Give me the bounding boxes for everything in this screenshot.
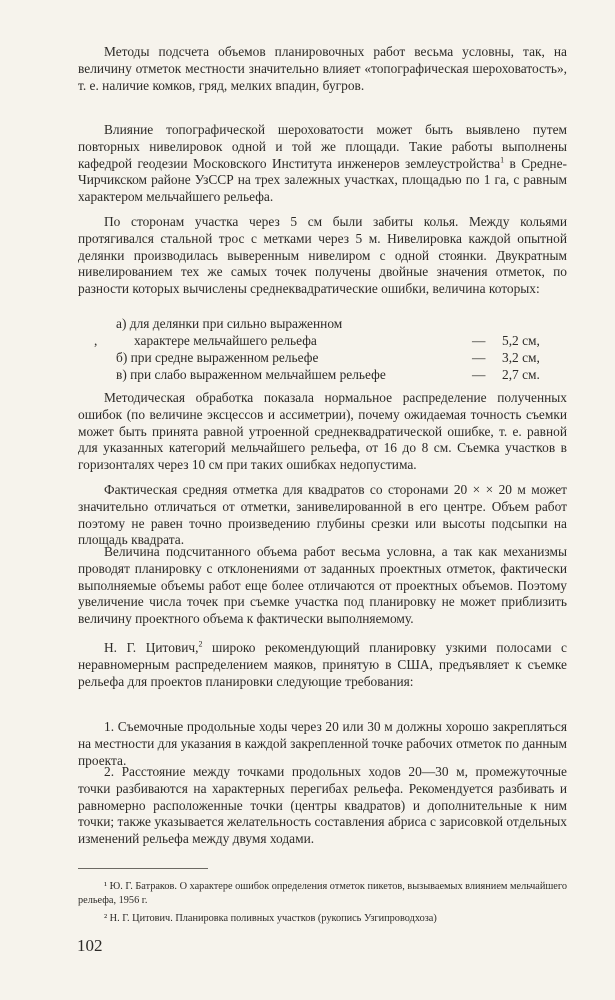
footnote-1 [78,880,567,907]
footnote-text: ² Н. Г. Цитович. Планировка поливных участков (рукопись Узгипроводхоза) [104,913,437,924]
paragraph-tsitovich [78,640,567,690]
list-item-dash: — [472,367,486,382]
list-item-text: а) для делянки при сильно выраженном [116,316,343,331]
footnote-2 [78,912,567,926]
paragraph-text: Влияние топографической шероховатости может быть выявлено путем повторных нивелировок одной и той же площади. Такие работы выполнены кафедрой геодезии Московского Института инженеров землеустройства [78,122,567,171]
paragraph-stakes: По сторонам участка через 5 см были забиты колья. Между кольями протягивался стальной трос с метками через 5 м. Нивелировка каждой опытной делянки производилась выверенным нивелиром с одной стоянки. Двукратным нивелированием тех же самых точек получены двойные значения отметок, по разности которых вычислены среднеквадратические ошибки, величина которых: [78,214,567,297]
paragraph-requirement-1: 1. Съемочные продольные ходы через 20 или 30 м должны хорошо закрепляться на местности для указания в каждой закрепленной точке рабочих отметок по данным проекта. [78,719,567,768]
list-item-value: 5,2 см, [502,333,540,348]
paragraph-requirement-2: 2. Расстояние между точками продольных ходов 20—30 м, промежуточные точки разбиваются на характерных перегибах рельефа. Рекомендуется разбивать и равномерно расположенные точки (центры квадратов) и дополнительные к ним точки; также указывается желательность составления абриса с зарисовкой отдельных изменений рельефа между двумя ходами. [78,764,567,847]
list-item [78,367,567,384]
list-item-text: характере мельчайшего рельефа [134,333,317,348]
list-item-value: 3,2 см, [502,350,540,365]
footnote-ref: 1 [500,155,505,165]
footnote-text: ¹ Ю. Г. Батраков. О характере ошибок определения отметок пикетов, вызываемых влиянием мельчайшего рельефа, 1956 г. [78,881,567,906]
paragraph-average-mark: Фактическая средняя отметка для квадратов со сторонами 20 × × 20 м может значительно отличаться от отметки, занивелированной в его центре. Объем работ поэтому не равен точно произведению глубины срезки или высоты подсыпки на площадь квадрата. [78,482,567,548]
paragraph-volume-conditional: Величина подсчитанного объема работ весьма условна, а так как механизмы проводят планировку с отклонениями от заданных проектных отметок, фактически выполняемые объемы работ еще более отличаются от проектных объемов. Поэтому увеличение числа точек при съемке участка под планировку не может приблизить величину проектного объема к фактически выполняемому. [78,544,567,627]
list-item [78,350,567,367]
list-item: , характере мельчайшего рельефа — 5,2 см, [94,333,540,348]
paragraph-method-processing: Методическая обработка показала нормальное распределение полученных ошибок (по величине эксцессов и ассиметрии), почему ожидаемая точность съемки может быть принята равной утроенной среднеквадратической ошибке, т. е. равной для указанных категорий мельчайшего рельефа, от 16 до 8 см. Съемка участков в горизонталях через 10 см при таких ошибках недопустима. [78,390,567,473]
paragraph-text: широко рекомендующий планировку узкими полосами с неравномерным распределением маяков, принятую в США, предъявляет к съемке рельефа для проектов планировки следующие требования: [78,640,567,689]
paragraph-volume-methods: Методы подсчета объемов планировочных работ весьма условны, так, на величину отметок местности значительно влияет «топографическая шероховатость», т. е. наличие комков, гряд, мелких впадин, бугров. [78,44,567,93]
list-item-dash: — [472,333,486,348]
page-number: 102 [77,936,103,955]
list-item-dash: — [472,350,486,365]
paragraph-text: в Средне-Чирчикском районе УзССР на трех залежных участках, площадью по 1 га, с равным характером мельчайшего рельефа. [78,155,567,205]
footnote-ref: 2 [198,639,203,649]
paragraph-text: Н. Г. Цитович, [104,640,199,655]
list-item [78,316,567,333]
footnote-divider [78,868,208,869]
list-item-value: 2,7 см. [502,367,540,382]
paragraph-roughness [78,122,567,206]
list-item-text: б) при средне выраженном рельефе [116,350,319,365]
list-item-text: в) при слабо выраженном мельчайшем рельефе [116,367,386,382]
